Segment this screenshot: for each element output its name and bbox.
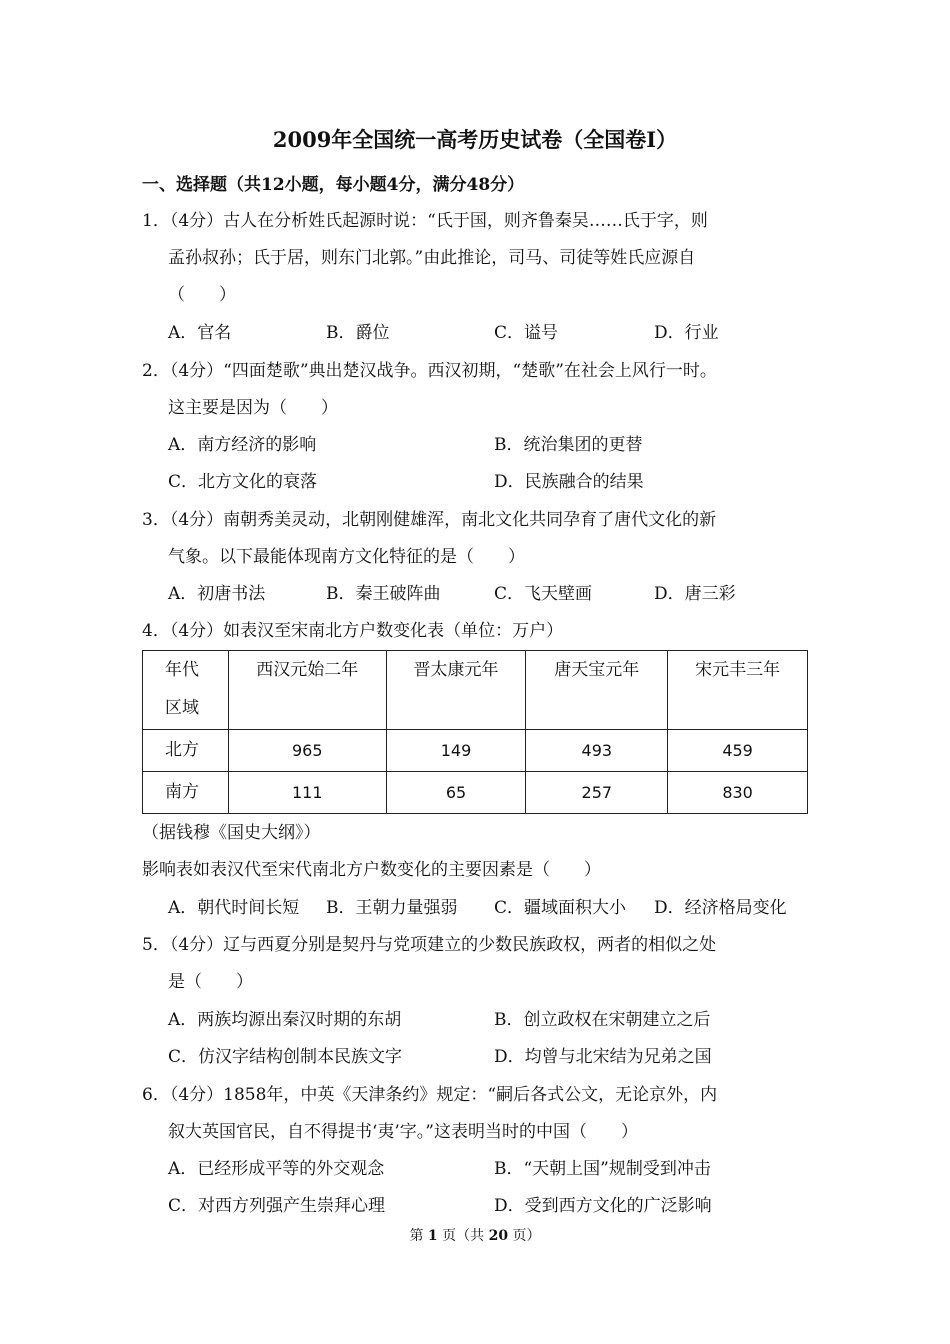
table-row [143, 730, 808, 772]
footer-total-pages: 20 [488, 1228, 509, 1244]
q4-option-b: B．王朝力量强弱 [326, 898, 458, 918]
section-heading: 一、选择题（共12小题，每小题4分，满分48分） [142, 175, 525, 195]
q1-line-1: 1．（4分）古人在分析姓氏起源时说：“氏于国，则齐鲁秦吴……氏于字，则 [142, 211, 708, 231]
table-header-row [143, 651, 808, 730]
corner-era-label: 年代 [165, 660, 199, 680]
row-label-south: 南方 [143, 772, 229, 814]
q1-line-2: 孟孙叔孙；氏于居，则东门北郭。”由此推论，司马、司徒等姓氏应源自 [168, 248, 696, 268]
table-header-cell: 西汉元始二年 [228, 651, 386, 730]
q2-option-a: A．南方经济的影响 [168, 435, 317, 455]
q4-question: 影响表如表汉代至宋代南北方户数变化的主要因素是（ ） [142, 860, 601, 880]
row-label-north: 北方 [143, 730, 229, 772]
household-table [142, 650, 808, 814]
q4-option-d: D．经济格局变化 [654, 898, 787, 918]
table-cell: 65 [386, 772, 526, 814]
footer-prefix: 第 [409, 1228, 424, 1244]
q5-line-2: 是（ ） [168, 972, 253, 992]
q3-option-d: D．唐三彩 [654, 584, 736, 604]
q6-line-2: 叙大英国官民，自不得提书‘夷’字。”这表明当时的中国（ ） [168, 1122, 638, 1142]
q2-option-d: D．民族融合的结果 [494, 472, 644, 492]
q5-option-b: B．创立政权在宋朝建立之后 [494, 1010, 711, 1030]
q6-option-b: B．“天朝上国”规制受到冲击 [494, 1159, 711, 1179]
table-cell: 257 [526, 772, 668, 814]
table-cell: 965 [228, 730, 386, 772]
q1-line-3: （ ） [168, 285, 236, 305]
table-cell: 493 [526, 730, 668, 772]
q2-option-b: B．统治集团的更替 [494, 435, 643, 455]
q5-option-d: D．均曾与北宋结为兄弟之国 [494, 1047, 712, 1067]
q3-option-c: C．飞天壁画 [494, 584, 593, 604]
q3-line-1: 3．（4分）南朝秀美灵动，北朝刚健雄浑，南北文化共同孕育了唐代文化的新 [142, 510, 717, 530]
table-header-cell: 唐天宝元年 [526, 651, 668, 730]
page-footer [0, 1226, 950, 1246]
q4-line-1: 4．（4分）如表汉至宋南北方户数变化表（单位：万户） [142, 621, 564, 641]
table-row [143, 772, 808, 814]
footer-middle: 页（共 [442, 1228, 485, 1244]
q4-source: （据钱穆《国史大纲》） [142, 823, 321, 843]
table-corner-cell [143, 651, 229, 730]
table-header-cell: 晋太康元年 [386, 651, 526, 730]
q6-option-d: D．受到西方文化的广泛影响 [494, 1196, 712, 1216]
footer-suffix: 页） [512, 1228, 541, 1244]
table-cell: 111 [228, 772, 386, 814]
q6-line-1: 6．（4分）1858年，中英《天津条约》规定：“嗣后各式公文，无论京外，内 [142, 1085, 718, 1105]
q3-option-a: A．初唐书法 [168, 584, 266, 604]
q1-option-a: A．官名 [168, 323, 232, 343]
q1-option-d: D．行业 [654, 323, 719, 343]
table-cell: 459 [668, 730, 808, 772]
q4-option-a: A．朝代时间长短 [168, 898, 300, 918]
q1-option-c: C．谥号 [494, 323, 559, 343]
q5-option-a: A．两族均源出秦汉时期的东胡 [168, 1010, 402, 1030]
table-cell: 149 [386, 730, 526, 772]
q4-option-c: C．疆域面积大小 [494, 898, 627, 918]
q5-line-1: 5．（4分）辽与西夏分别是契丹与党项建立的少数民族政权，两者的相似之处 [142, 935, 717, 955]
q2-line-2: 这主要是因为（ ） [168, 398, 338, 418]
q3-option-b: B．秦王破阵曲 [326, 584, 441, 604]
corner-region-label: 区域 [165, 698, 199, 718]
table-header-cell: 宋元丰三年 [668, 651, 808, 730]
table-cell: 830 [668, 772, 808, 814]
q6-option-a: A．已经形成平等的外交观念 [168, 1159, 385, 1179]
q2-line-1: 2．（4分）“四面楚歌”典出楚汉战争。西汉初期，“楚歌”在社会上风行一时。 [142, 361, 717, 381]
q5-option-c: C．仿汉字结构创制本民族文字 [168, 1047, 403, 1067]
q3-line-2: 气象。以下最能体现南方文化特征的是（ ） [168, 547, 525, 567]
q6-option-c: C．对西方列强产生崇拜心理 [168, 1196, 386, 1216]
q2-option-c: C．北方文化的衰落 [168, 472, 318, 492]
footer-page-number: 1 [427, 1228, 438, 1244]
q1-option-b: B．爵位 [326, 323, 390, 343]
page-title: 2009年全国统一高考历史试卷（全国卷I） [272, 127, 678, 152]
